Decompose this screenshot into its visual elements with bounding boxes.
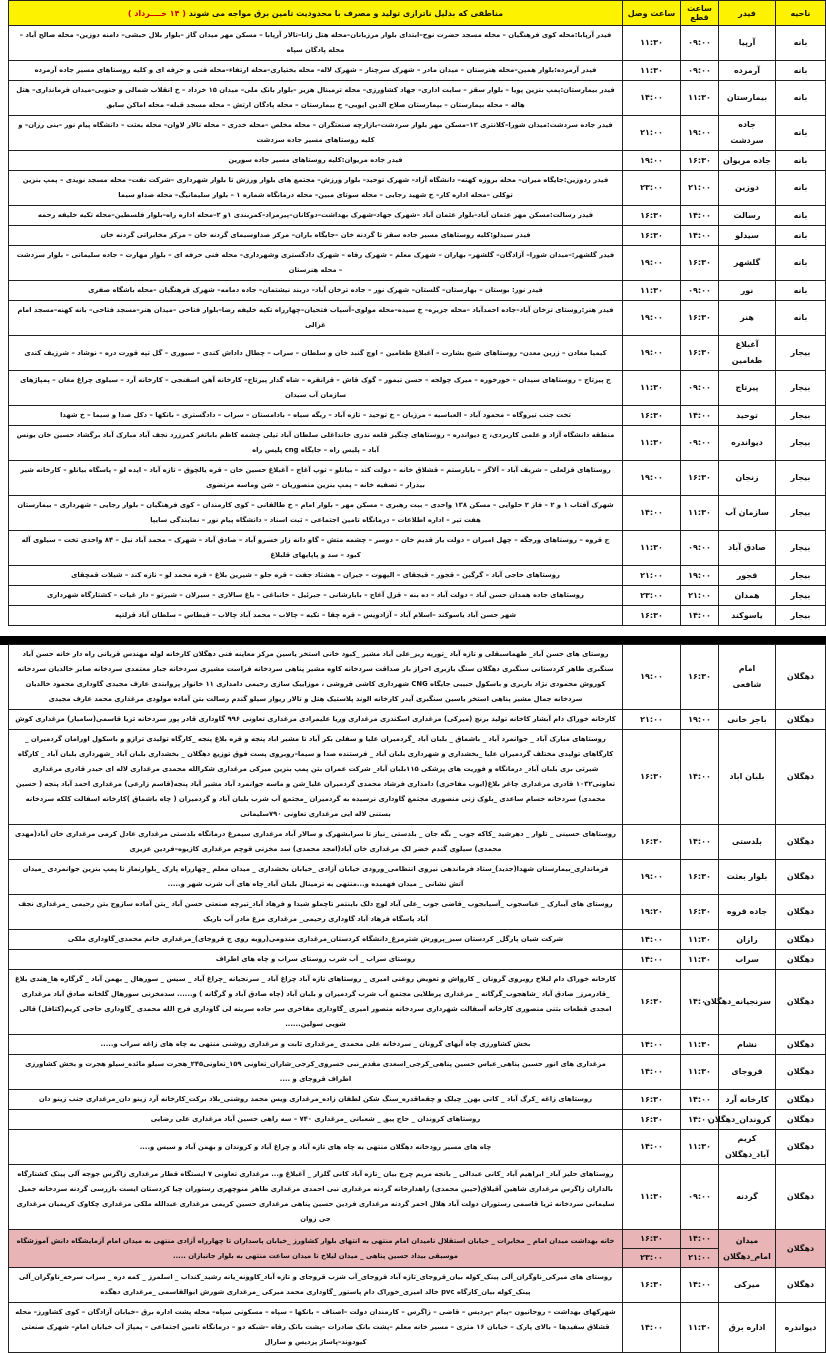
table-row	[9, 1165, 826, 1230]
description-cell: فیدر آرپابا:محله کوی فرهنگیان – محله مسجد حضرت نوح–ابتدای بلوار مرزبانان–محله هتل زانا–تالار آرپابا – مسکن مهر میدان گاز –بلوار بلال حبشی– دامنه دوزین– محله صالح آباد – محله پادگان سپاه	[9, 26, 623, 61]
connect-time-cell: ۱۴:۰۰	[623, 81, 681, 116]
cut-time-cell: ۱۹:۰۰	[681, 710, 719, 730]
table-row	[9, 81, 826, 116]
description-cell: کیمیا معادن – زرین معدن– روستاهای شیخ بشارت – آغبلاغ طغامین – اوچ گنبد خان و سلطان – سراب – چطال داداش کندی – سیوری – گل تپه قورت دره – نوشاد – شرزیف کندی	[9, 336, 623, 371]
description-cell: فیدر هنر:روستای ترخان آباد–جاده احمدآباد –محله جزیره– خ سیده–محله مولوی–آسیاب فتحیان–چهارراه تکیه خلیفه رضا–بلوار فتاحی –میدان هنر–مسجد فتاحی– بانه کهنه–مسجد امام غزالی	[9, 301, 623, 336]
region-cell: بانه	[776, 116, 826, 151]
region-cell: دهگلان	[776, 860, 826, 895]
region-cell: بانه	[776, 81, 826, 116]
connect-time-cell: ۲۱:۰۰	[623, 710, 681, 730]
cut-time-cell: ۱۶:۳۰	[681, 151, 719, 171]
header-description-text: مناطقی که بدلیل ناترازی تولید و مصرف با محدودیت تامین برق مواجه می شوند	[188, 8, 504, 18]
feeder-cell: آرمرده	[719, 61, 776, 81]
table-bottom-body	[9, 645, 826, 1353]
description-cell: فیدر گلشهر:–میدان شورا– آزادگان– گلشهر– بهاران – شهرک معلم – شهرک رفاه – شهرک دادگستری وشهرداری– محله فنی حرفه ای – بلوار مهارت – جاده سلیمانی – بلوار سردشت – محله هنرستان	[9, 246, 623, 281]
description-cell: فیدر جاده سردشت:میدان شورا–کلانتری ۱۲–مسکن مهر بلوار سردشت–بازارچه صنعتگران – محله مخلص –محله خدری – محله تالار لاوان– محله بعثت – دانشگاه پیام نور –بنی رزان– و کلیه روستاهای مسیر جاده سردشت	[9, 116, 623, 151]
table-row	[9, 970, 826, 1035]
region-cell: بانه	[776, 26, 826, 61]
cut-time-cell: ۱۴:۰۰	[681, 1230, 719, 1249]
description-cell: فیدر بیمارستان:پمپ بنزین پویا – بلوار سقز – سایت اداری– جهاد کشاورزی– محله ترمینال هزیر –بلوار بانک ملی– میدان ۱۵ خرداد – خ انقلاب شمالی و جنوبی–میدان فرمانداری– هتل هاله – محله بیمارستان – بیمارستان صلاح الدین ایوبی– خ بیمارستان – محله پادگان ارتش – محله مسجد قبله– محله اماکن سابق	[9, 81, 623, 116]
table-row	[9, 151, 826, 171]
region-cell: بیجار	[776, 371, 826, 406]
connect-time-cell: ۲۳:۰۰	[623, 586, 681, 606]
feeder-cell: قجور	[719, 566, 776, 586]
cut-time-cell: ۱۶:۳۰	[681, 860, 719, 895]
table-row	[9, 336, 826, 371]
connect-time-cell: ۱۹:۰۰	[623, 246, 681, 281]
table-row	[9, 371, 826, 406]
table-row	[9, 825, 826, 860]
header-description	[9, 1, 623, 26]
feeder-cell: دیواندره	[719, 426, 776, 461]
cut-time-cell: ۱۴:۰۰	[681, 406, 719, 426]
table-row	[9, 406, 826, 426]
description-cell: بخش کشاورزی چاه آبهای گرونان _ سردخانه علی محمدی _مرغداری ثابت و مرغداری روشنی منتهی به چاه های زاغه سراب و.....	[9, 1035, 623, 1055]
region-cell: دهگلان	[776, 970, 826, 1035]
connect-time-cell: ۱۶:۳۰	[623, 206, 681, 226]
feeder-cell: نور	[719, 281, 776, 301]
region-cell: دیواندره	[776, 1303, 826, 1353]
region-cell: بیجار	[776, 566, 826, 586]
feeder-cell: میدان امام_دهگلان	[719, 1230, 776, 1268]
region-cell: دهگلان	[776, 645, 826, 710]
connect-time-cell: ۱۹:۰۰	[623, 461, 681, 496]
region-cell: بیجار	[776, 531, 826, 566]
description-cell: روستاهای حاجی آباد – گرگین – قجور – قیجقای – الیهوت – جیران – هشتاد جفت – قره جلو – شیرین بلاغ – قره محمد لو – تازه کند – شیلات قمچقای	[9, 566, 623, 586]
region-cell: دهگلان	[776, 730, 826, 825]
feeder-cell: جاده سردشت	[719, 116, 776, 151]
region-cell: بانه	[776, 226, 826, 246]
description-cell: فیدر نور: بوستان – بهارستان– گلستان– شهرک نور – جاده ترخان آباد– دربند نیشتمان– جاده دمامه– شهرک فرهنگیان –محله باشگاه صفری	[9, 281, 623, 301]
description-cell: روستاهای قزلعلی – شریف آباد – آلاگز – بابارستم – قشلاق خانه – دولت کند – بیانلو – توپ آغاج – آغبلاغ حسین خان – قره یالچوق – تازه آباد – ایده لو – پاسگاه بیانلو – کارخانه شیر بیدرار – تصفیه خانه – پمپ بنزین منصوریان – شن وماسه مرتضوی	[9, 461, 623, 496]
cut-time-cell: ۰۹:۰۰	[681, 281, 719, 301]
feeder-cell: دوزین	[719, 171, 776, 206]
table-row	[9, 301, 826, 336]
cut-time-cell: ۰۹:۰۰	[681, 531, 719, 566]
table-row	[9, 1130, 826, 1165]
region-cell: بانه	[776, 246, 826, 281]
connect-time-cell: ۱۹:۲۰	[623, 895, 681, 930]
cut-time-cell: ۱۴:۰۰	[681, 226, 719, 246]
feeder-cell: آرپیا	[719, 26, 776, 61]
table-row	[9, 860, 826, 895]
cut-time-cell: ۱۴:۰۰	[681, 1110, 719, 1130]
cut-time-cell: ۲۱:۰۰	[681, 586, 719, 606]
description-cell: کارخانه خوراک دام آبشار کاخانه تولید برنج (میرکی) مرغداری اسکندری مرغداری وریا علیمرادی مرغداری تعاونی ۹۹۶ گاوداری قادر پور سردخانه ثریا قاسمی(سامیار) مرغداری کوش	[9, 710, 623, 730]
outage-table-bottom	[8, 644, 826, 1353]
cut-time-cell: ۱۶:۳۰	[681, 461, 719, 496]
description-cell: فرمانداری_بیمارستان شهدا(جدید)_ستاد فرماندهی نیروی انتظامی_ورودی خیابان آزادی _خیابان بخشداری _ میدان معلم _چهارراه پارک _بلوارنماز تا پمپ بنزین جوانمردی _میدان آتش نشانی _ میدان فهمیده و...منتهی به ترمینال بلبان آباد_چاه های آب شرب شهر و.....	[9, 860, 623, 895]
table-row	[9, 206, 826, 226]
header-cut-time: ساعت قطع	[681, 1, 719, 26]
table-row	[9, 730, 826, 825]
table-row	[9, 226, 826, 246]
connect-time-cell: ۱۱:۳۰	[623, 531, 681, 566]
feeder-cell: کارخانه آرد	[719, 1090, 776, 1110]
table-row	[9, 645, 826, 710]
region-cell: بانه	[776, 281, 826, 301]
connect-time-cell: ۱۹:۰۰	[623, 645, 681, 710]
connect-time-cell: ۱۶:۳۰	[623, 970, 681, 1035]
feeder-cell: بلبان اباد	[719, 730, 776, 825]
feeder-cell: قروجای	[719, 1055, 776, 1090]
feeder-cell: میرکی	[719, 1268, 776, 1303]
feeder-cell: آغبلاغ طغامین	[719, 336, 776, 371]
table-row	[9, 1035, 826, 1055]
table-row	[9, 1110, 826, 1130]
description-cell: تخت جنب تیروگاه – محمود آباد – العباسیه – مرزبان – خ توحید – تازه آباد – ریگه سیاه – بادامستان – سراب – دادگستری – بانکها – دکل صدا و سیما – خ شهدا	[9, 406, 623, 426]
cut-time-cell: ۰۹:۰۰	[681, 371, 719, 406]
connect-time-cell: ۱۶:۳۰	[623, 226, 681, 246]
description-cell: چاه های مسیر رودخانه دهگلان منتهی به چاه های تازه آباد و چراغ آباد و کروندان و بهمن آباد و سیس و....	[9, 1130, 623, 1165]
description-cell: ج پیرتاج – روستاهای سیدان – خورخوره – میرک چولجه – حسن تیمور – گوک قاش – قرانقره – شاه گدار پیرتاج– کارخانه آهن اسفنجی – کارخانه آرد – سیلوی چراغ مغان – پمپاژهای سازمان آب سیدان	[9, 371, 623, 406]
feeder-cell: نشام	[719, 1035, 776, 1055]
header-region: ناحیه	[776, 1, 826, 26]
cut-time-cell: ۲۱:۰۰	[681, 171, 719, 206]
table-row	[9, 461, 826, 496]
region-cell: بانه	[776, 61, 826, 81]
description-cell: روستاهای زاغه _کرگ آباد _ کانی بهن_ چیلک و چقماقدره_سنگ شکن لطفان زاده_مرغداری ویس محمد روشنی_بلاد برکت_کارخانه آرد زینو دان_مرغداری جنب زینو دان	[9, 1090, 623, 1110]
feeder-cell: اداره برق	[719, 1303, 776, 1353]
table-row	[9, 566, 826, 586]
description-cell: فیدر جاده مریوان:کلیه روستاهای مسیر جاده سورین	[9, 151, 623, 171]
region-cell: بانه	[776, 151, 826, 171]
cut-time-cell: ۱۴:۰۰	[681, 1090, 719, 1110]
region-cell: دهگلان	[776, 1055, 826, 1090]
table-row	[9, 171, 826, 206]
description-cell: شهرکهای بهداشت – روحانیون –پیام –پردیس – قاضی – زاگرس – کارمندان دولت –اصناف – بانکها – سپاه – مسکونی سپاه– محله پشت اداره برق –خیابان آزادگان – کوی کشاورز– محله قشلاق سفیدها – بالای پارک – خیابان ۱۶ متری – مسیر خانه معلم –پشت بانک صادرات –پشت بانک رفاه –شبکه دو – درمانگاه تامین اجتماعی – پمپاژ آب خیابان امام– شهرک صنعتی کیودوند–پاساژ پردیس و سارال	[9, 1303, 623, 1353]
connect-time-cell: ۱۱:۳۰	[623, 426, 681, 461]
region-cell: دهگلان	[776, 825, 826, 860]
description-cell: روستاهای حلیز آباد_ ابراهیم آباد _کانی عبدالی _ بانجه مریم چرخ بیان _تازه آباد کانی گلزار _ آغبلاغ و... مرغداری تعاونی ۷ ایستگاه قطار مرغداری زاگرس جوجه آلی پینک کشتارگاه بالداران زاگرس مرغداری شاهین آقیلاق(حیبن محمدی) راهدارخانه گردنه مرغداری نبی احمدی مرغداری طاهر منوچهری رستوران چیا کردستان ایست بازرسی گردنه سردخانه جمیل سلیمانی سردخانه ثریا قاسمی رستوران دولت آباد هلال احمر گردنه مرغداری فردین حسین پناهی مرغداری حسین کریمی مرغداری عبدالله ملکی مرغداری چکاوک کریمیان مرغداری جی زوان	[9, 1165, 623, 1230]
cut-time-cell: ۱۴:۰۰	[681, 825, 719, 860]
description-cell: فیدر رسالت:مسکن مهر عثمان آباد–بلوار عثمان آباد –شهرک جهاد–شهرک بهداشت–دوکانان–پیرمراد–کمربندی ۱و ۲–محله اداره راه–بلوار فلسطین–محله تکیه خلیفه رحمه	[9, 206, 623, 226]
table-row	[9, 950, 826, 970]
region-cell: بانه	[776, 206, 826, 226]
table-row	[9, 1303, 826, 1353]
cut-time-cell-2: ۲۱:۰۰	[681, 1249, 719, 1268]
feeder-cell: بلوار بعثت	[719, 860, 776, 895]
region-cell: بیجار	[776, 606, 826, 626]
cut-time-cell: ۱۹:۰۰	[681, 116, 719, 151]
connect-time-cell: ۱۶:۳۰	[623, 1230, 681, 1249]
table-row	[9, 246, 826, 281]
connect-time-cell: ۲۱:۰۰	[623, 116, 681, 151]
feeder-cell: بلدستی	[719, 825, 776, 860]
description-cell: شهرک آفتاب ۱ و ۲ – فاز ۲ حلوایی – مسکن ۱۳۸ واحدی – بیت رهبری – مسکن مهر – بلوار امام – خ طالقانی – کوی کارمندان – کوی فرهنگیان – بلوار رجایی – شهرداری – بیمارستان هفت تیر – اداره اطلاعات – درمانگاه تامین اجتماعی – ثبت اسناد – دانشگاه پیام نور – نمایندگی سایپا	[9, 496, 623, 531]
connect-time-cell: ۱۹:۰۰	[623, 860, 681, 895]
connect-time-cell-2: ۲۳:۰۰	[623, 1249, 681, 1268]
feeder-cell: رازان	[719, 930, 776, 950]
connect-time-cell: ۱۴:۰۰	[623, 1055, 681, 1090]
table-row	[9, 1230, 826, 1249]
feeder-cell: سازمان آب	[719, 496, 776, 531]
description-cell: ج قروه – روستاهای ورجگه – چهل امیران – دولت یار قدیم خان – دوسر – چشمه متش – گاو دانه زار خسرو آباد – صادق آباد – شهرک – محمد آباد نیل – ۸۴ واحدی تخت – سیلوی آله کبود – سد و پاپایهای قلبلاغ	[9, 531, 623, 566]
table-row	[9, 496, 826, 531]
connect-time-cell: ۱۶:۳۰	[623, 1110, 681, 1130]
feeder-cell: توحید	[719, 406, 776, 426]
table-row	[9, 1268, 826, 1303]
region-cell: دهگلان	[776, 1165, 826, 1230]
region-cell: بیجار	[776, 336, 826, 371]
connect-time-cell: ۱۱:۳۰	[623, 61, 681, 81]
connect-time-cell: ۱۴:۰۰	[623, 1130, 681, 1165]
cut-time-cell: ۱۱:۳۰	[681, 81, 719, 116]
feeder-cell: سرنجیانه_دهگلان	[719, 970, 776, 1035]
feeder-cell: زنجان	[719, 461, 776, 496]
feeder-cell: پیرتاج	[719, 371, 776, 406]
cut-time-cell: ۱۴:۰۰	[681, 970, 719, 1035]
cut-time-cell: ۱۶:۳۰	[681, 895, 719, 930]
description-cell: فیدر ردوزین:جایگاه میران– محله بروزه کهنه– دانشگاه آزاد– شهرک توحید– بلوار ورزش– مجتمع های بلوار ورزش تا بلوار شهرداری –شرکت نفت– محله مسجد نویدی – پمپ بنزین توکلی –محله اداره کار– خ شهید رجایی – محله سوتای مبین– محله درمانگاه شماره ۱ – بلوار سلیمانیگ– محله صداو سیما	[9, 171, 623, 206]
connect-time-cell: ۱۶:۳۰	[623, 1090, 681, 1110]
connect-time-cell: ۲۳:۰۰	[623, 171, 681, 206]
table-row	[9, 61, 826, 81]
outage-table-top	[8, 0, 826, 626]
table-row	[9, 1090, 826, 1110]
cut-time-cell: ۱۶:۳۰	[681, 246, 719, 281]
cut-time-cell: ۰۹:۰۰	[681, 26, 719, 61]
table-row	[9, 531, 826, 566]
feeder-cell: رسالت	[719, 206, 776, 226]
description-cell: کارخانه خوراک دام لیلاخ روبروی گرونان _ کارواش و تعویض روغنی امیری _ روستاهای تازه آباد چراغ آباد _ سرنجیانه _چراغ آباد _ سیس _ سورهال _ بهمن آباد _ گزگاره ها_هندی بلاغ _قادرمرز_ صادق آباد _شاهجوب_گرگانه _ مرغداری پرطلایی مجتمع آب شرب گردمیران و بلبان آباد (چاه صادق آباد و گرگانه ) و...... سدمخزنی سورهال گلخانه صادق آباد مرغداری امجدی قطعات بتنی منصوری کارخانه آسفالت شهرداری سردخانه منصور امیری _گاوداری مفاخری سر جاده سرینه لی گاوداری فرج الله محمدی _گاوداری حاجی کریم(کتافل) قالی شویی سولین......	[9, 970, 623, 1035]
connect-time-cell: ۱۱:۳۰	[623, 281, 681, 301]
table-row	[9, 116, 826, 151]
region-cell: دهگلان	[776, 1130, 826, 1165]
connect-time-cell: ۱۹:۰۰	[623, 151, 681, 171]
connect-time-cell: ۱۱:۳۰	[623, 26, 681, 61]
table-row	[9, 710, 826, 730]
description-cell: روستاهای کروندان _ حاج پیق _ شعبانی _مرغداری ۷۴۰ – سه راهی حسین آباد مرغداری علی رضایی	[9, 1110, 623, 1130]
connect-time-cell: ۱۶:۳۰	[623, 606, 681, 626]
cut-time-cell: ۱۱:۳۰	[681, 1303, 719, 1353]
connect-time-cell: ۱۴:۰۰	[623, 950, 681, 970]
table-row	[9, 930, 826, 950]
connect-time-cell: ۱۶:۳۰	[623, 730, 681, 825]
header-feeder: فیدر	[719, 1, 776, 26]
feeder-cell: سیدلو	[719, 226, 776, 246]
table-header-row	[9, 1, 826, 26]
connect-time-cell: ۱۴:۰۰	[623, 496, 681, 531]
table-row	[9, 895, 826, 930]
description-cell: روستاهای جاده همدان حسن آباد – دولت آباد – ده بنه – قزل آغاج – بابارشانی – جبرئیل – خانباغی – باغ سالاری – سیرلان – شیرتو – دار غیات – کشتارگاه شهرداری	[9, 586, 623, 606]
description-cell: مرغداری های انور حسین پناهی_عباس حسین پناهی_کرجی_اسعدی مقدم_نبی خسروی_کرجی_شاران_تعاونی ۱۵۹_تعاونی۲۴۵_هجرت سیلو مائده_سیلو هجرت و بخش کشاورزی اطراف قروجای و ....	[9, 1055, 623, 1090]
region-cell: بیجار	[776, 426, 826, 461]
description-cell: منطقه دانشگاه آزاد و علمی کاربردی، ج دیواندره – روستاهای چنگیز قلعه ندری خانداغلی سلطان آباد تیلی چشمه کاظم باباتغر کمرزرد نجف آباد مبارک آباد برگشاد حسین خان یونس آباد – پلیس راه – جایگاه cng پلیس راه	[9, 426, 623, 461]
cut-time-cell: ۱۱:۳۰	[681, 1035, 719, 1055]
region-cell: دهگلان	[776, 1268, 826, 1303]
description-cell: فیدر سیدلو:کلیه روستاهای مسیر جاده سقز تا گردنه خان –جایگاه باران– مرکز صداوسیمای گردنه خان – مرکز مخابراتی گردنه خان	[9, 226, 623, 246]
description-cell: شرکت شیان پارگل_ کردستان سبز_پرورش شترمرغ_دانشگاه کردستان_مرغداری مندومی(روبه روی ج قروجای)_مرغداری خانم محمدی_گاوداری ملکی	[9, 930, 623, 950]
header-date: ( ۱۴ خــــرداد )	[127, 8, 186, 18]
table-row	[9, 281, 826, 301]
feeder-cell: کریم آباد_دهگلان	[719, 1130, 776, 1165]
feeder-cell: سراب	[719, 950, 776, 970]
region-cell: بانه	[776, 301, 826, 336]
cut-time-cell: ۱۱:۳۰	[681, 1130, 719, 1165]
cut-time-cell: ۰۹:۰۰	[681, 426, 719, 461]
feeder-cell: همدان	[719, 586, 776, 606]
feeder-cell: گردنه	[719, 1165, 776, 1230]
cut-time-cell: ۰۹:۰۰	[681, 1165, 719, 1230]
feeder-cell: باجر خانی	[719, 710, 776, 730]
region-cell: بانه	[776, 171, 826, 206]
region-cell: بیجار	[776, 406, 826, 426]
connect-time-cell: ۱۹:۰۰	[623, 336, 681, 371]
connect-time-cell: ۱۶:۳۰	[623, 825, 681, 860]
table-top-body	[9, 26, 826, 626]
header-connect-time: ساعت وصل	[623, 1, 681, 26]
table-row	[9, 1055, 826, 1090]
table-row	[9, 586, 826, 606]
description-cell: روستای های آیبارک _ عباسجوب _آسیابجوب _قاضی جوب _علی آباد لوچ دلک باینتمر تاچملو شیدا و فرهاد آباد_تیرچه صنعتی حسن آباد _بتن آماده سازوج بتن رحیمی _مرغداری نجف آباد پاسگاه فرهاد آباد گاوداری رحیمی_ مرغداری مرغ مادر آب باریک	[9, 895, 623, 930]
feeder-cell: هنر	[719, 301, 776, 336]
feeder-cell: جاده مریوان	[719, 151, 776, 171]
region-cell: دهگلان	[776, 1110, 826, 1130]
region-cell: دهگلان	[776, 1035, 826, 1055]
cut-time-cell: ۱۶:۳۰	[681, 645, 719, 710]
feeder-cell: یاسوکند	[719, 606, 776, 626]
cut-time-cell: ۱۱:۳۰	[681, 950, 719, 970]
region-cell: دهگلان	[776, 1090, 826, 1110]
cut-time-cell: ۱۴:۰۰	[681, 606, 719, 626]
cut-time-cell: ۱۴:۰۰	[681, 730, 719, 825]
connect-time-cell: ۱۱:۳۰	[623, 1165, 681, 1230]
cut-time-cell: ۱۱:۳۰	[681, 1055, 719, 1090]
cut-time-cell: ۱۹:۰۰	[681, 566, 719, 586]
cut-time-cell: ۱۴:۰۰	[681, 206, 719, 226]
region-cell: دهگلان	[776, 950, 826, 970]
description-cell: روستای های حسن آباد_ طهماسبقلی و تازه آباد _تورپه ریز_علی آباد مشیر _کبود خانی استخر یاسین مرکز معاینه فنی دهگلان کارخانه لوله مهندس قربانی راه دار خانه حسن آباد سنگبری طاهر کردستانی سنگبری دهگلان سنگ بازبری احراز بار صداقت سردخانه کاوه مشیر پناهی سردخانه فراست مشیری سردخانه جبار معتمدی سردخانه صابر خالدیان سردخانه کوروش محمودی نژاد باربری و باسکول حبیبی جایگاه CNG شهرداری کاشی فروشی ، موزاییک سازی رحیمی دامداری ۱۱ خانوار پروابندی عارف مجیدی گاوداری محمود خالدیان سردخانه جمال مشیر پناهی استخر یاسین سنگبری آیدر کارخانه الوند پلاستیک هتل و تالار ریوار سیلو گندم رسالت بتن آماده مولودی مرغداری محمد عارف مجیدی	[9, 645, 623, 710]
connect-time-cell: ۲۱:۰۰	[623, 566, 681, 586]
description-cell: روستاهای مبارک آباد _ جوانمرد آباد _ باشماق _ بلبان آباد _گردمیران علیا و سفلی بکر آباد تا مشیر اباد پنجه و قره بلاغ پنجه _کارگاه تولیدی ترازو و باسکول اورامان گردمیران _ کارگاهای تولیدی مختلف گردمیران علیا _بخشداری و شهرداری بلبان آباد _ فرستنده صدا و سیما–روبروی پست فوق توزیع دهگلان _ بخشداری بلبان آباد _شهرداری بلبان آباد _ کارگاه شیرتی بزی بلبان آباد_ درمانگاه و فوریت های پزشکی ۱۱۵بلبان آباد_ شرکت عمران بتن پمپ بنزین میرکی مرغداری شکرالله محمدی مرغداری لاله ای حیدر قادری مرغداری تعاونی۱۰۳۲ قادری مرغداری چاغر بلاغ(ایوب مفاخری) دامداری فرشاد محمدی گردمیران علیا_شن و ماسه جوانمرد آباد مشیر آباد پنجه(قاسم زارعی) مرغداری احمد آباد پنجه ( حسین محمدی) سردخانه حسام ساعدی _بلوک زنی منصوری مجتمع گاوداری نرسیده به گردمیران _مجتمع آب شرب بلبان آباد و گردمیران ( چاه باشماق )کارخانه اسفالت کلکه سردخانه بستنی لاله ایی مرغداری تعاونی ۷۹۰سلیمانی	[9, 730, 623, 825]
cut-time-cell: ۱۶:۳۰	[681, 336, 719, 371]
region-cell: بیجار	[776, 461, 826, 496]
connect-time-cell: ۱۴:۰۰	[623, 1303, 681, 1353]
cut-time-cell: ۱۶:۳۰	[681, 301, 719, 336]
feeder-cell: صادق آباد	[719, 531, 776, 566]
region-cell: بیجار	[776, 496, 826, 531]
description-cell: شهر حسن آباد یاسوکند –اسلام آباد – آزادویس – قره چقا – تکیه – چالاب – محمد آباد چالاب – قیطاس – سلطان آباد قزلتپه	[9, 606, 623, 626]
feeder-cell: امام شافعی	[719, 645, 776, 710]
feeder-cell: کروندان_دهگلان	[719, 1110, 776, 1130]
table-row	[9, 426, 826, 461]
feeder-cell: گلشهر	[719, 246, 776, 281]
connect-time-cell: ۱۴:۰۰	[623, 930, 681, 950]
connect-time-cell: ۱۶:۳۰	[623, 406, 681, 426]
region-cell: دهگلان	[776, 1230, 826, 1268]
connect-time-cell: ۱۱:۳۰	[623, 371, 681, 406]
description-cell: روستاهای حسینی _ تلوار _ دهرشید _کاکه جوب _ بگه جان _ بلدستی _نیاز تا سرابشهرک و سالار آباد مرغداری سیمرغ درمانگاه بلدستی مرغداری عادل کرمی مرغداری خان آباد(مهدی محمدی) سیلوی گندم خضر لک مرغداری خان آباد(امجد محمدی) سد مخزنی قوچم مرغداری کازیوه–فردین عزیزی	[9, 825, 623, 860]
description-cell: خانه بهداشت میدان امام _ مخابرات _ خیابان استقلال تامیدان امام منتهی به انتهای بلوار کشاورز _خیابان پاسداران تا چهارراه آزادی منتهی به میدان امام آزمایشگاه دانش آموزشگاه موسیقی بیداد حسین پناهی _ میدان لیلاخ تا میدان ساعت منتهی به بلوار جانبازان .....	[9, 1230, 623, 1268]
connect-time-cell: ۱۹:۰۰	[623, 301, 681, 336]
cut-time-cell: ۰۹:۰۰	[681, 61, 719, 81]
cut-time-cell: ۱۱:۳۰	[681, 496, 719, 531]
region-cell: دهگلان	[776, 710, 826, 730]
description-cell: روستای های میرکی_ناوگران_آلی پینک_کوله بیان_قروجای_تازه آباد قروجای_آب شرب قروجای و تازه آباد_کاوونه_یانه رشید_کنداب _ اسلمرز _ کمه دره _ سراب سرخه_ناوگران_آلی پینک_کوله بیان_کارگاه pvc خالد امیری_خوراک دام پاستور _گاوداری محمد میرکی _مرغداری شورش ابوالقاسمی _مرغداری دهگده	[9, 1268, 623, 1303]
table-row	[9, 606, 826, 626]
table-row	[9, 26, 826, 61]
description-cell: فیدر آرمرده:بلوار همین–محله هنرستان – میدان مادر – شهرک سرچنار – شهرک لاله– محله بختیاری–محله ارتفاء–محله فنی و حرفه ای و کلیه روستاهای مسیر جاده آرمرده	[9, 61, 623, 81]
cut-time-cell: ۱۱:۳۰	[681, 930, 719, 950]
connect-time-cell: ۱۶:۳۰	[623, 1268, 681, 1303]
cut-time-cell: ۱۴:۰۰	[681, 1268, 719, 1303]
feeder-cell: بیمارستان	[719, 81, 776, 116]
region-cell: دهگلان	[776, 930, 826, 950]
connect-time-cell: ۱۴:۰۰	[623, 1035, 681, 1055]
region-cell: بیجار	[776, 586, 826, 606]
region-cell: دهگلان	[776, 895, 826, 930]
feeder-cell: جاده قروه	[719, 895, 776, 930]
description-cell: روستای سراب _ آب شرب روستای سراب و چاه های اطراف	[9, 950, 623, 970]
